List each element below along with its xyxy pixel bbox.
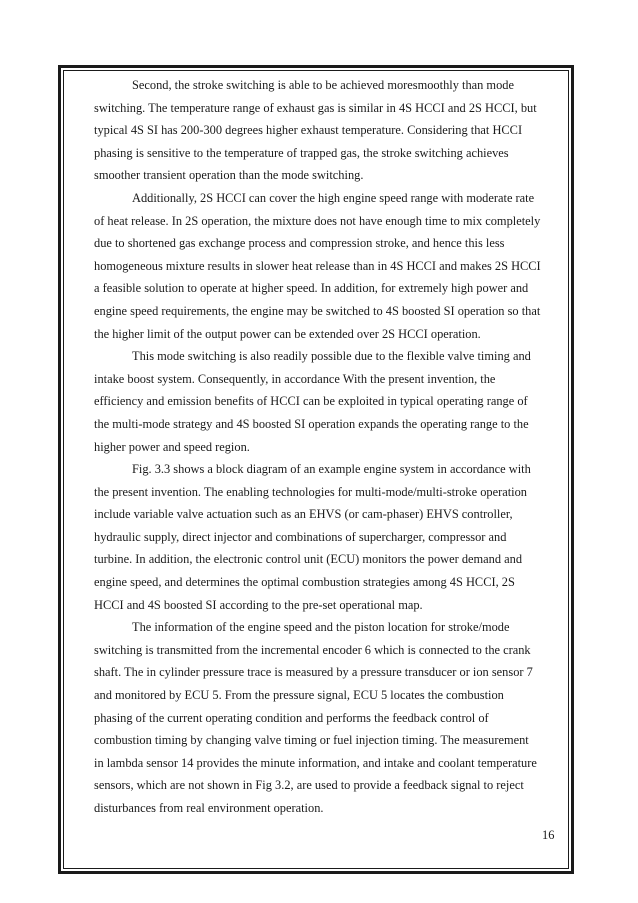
text-line: and monitored by ECU 5. From the pressure signal, ECU 5 locates the combustion [94,688,504,703]
text-line: engine speed requirements, the engine may be switched to 4S boosted SI operation so that [94,303,541,318]
text-line: turbine. In addition, the electronic control unit (ECU) monitors the power demand and [94,552,523,567]
paragraph-first-line: This mode switching is also readily possible due to the flexible valve timing and [132,349,531,364]
text-line: the multi-mode strategy and 4S boosted SI operation expands the operating range to the [94,416,529,431]
text-line: disturbances from real environment operation. [94,801,324,815]
text-line: engine speed, and determines the optimal combustion strategies among 4S HCCI, 2S [94,575,515,590]
text-line: efficiency and emission benefits of HCCI can be exploited in typical operating range of [94,394,528,409]
paragraph-first-line: Additionally, 2S HCCI can cover the high engine speed range with moderate rate [132,190,535,205]
text-line: homogeneous mixture results in slower heat release than in 4S HCCI and makes 2S HCCI [94,258,541,273]
text-line: hydraulic supply, direct injector and combinations of supercharger, compressor and [94,529,507,544]
text-line: the higher limit of the output power can be extended over 2S HCCI operation. [94,326,481,341]
text-line: due to shortened gas exchange process and compression stroke, and hence this less [94,236,505,251]
text-line: typical 4S SI has 200-300 degrees higher exhaust temperature. Considering that HCCI [94,123,523,138]
page-number: 16 [542,828,555,842]
text-line: the present invention. The enabling technologies for multi-mode/multi-stroke operation [94,484,527,499]
text-line: intake boost system. Consequently, in accordance With the present invention, the [94,371,496,386]
text-line: higher power and speed region. [94,439,250,454]
paragraph-first-line: Second, the stroke switching is able to be achieved moresmoothly than mode [132,78,514,92]
text-line: switching. The temperature range of exhaust gas is similar in 4S HCCI and 2S HCCI, but [94,100,537,115]
text-line: include variable valve actuation such as an EHVS (or cam-phaser) EHVS controller, [94,507,513,522]
text-line: HCCI and 4S boosted SI according to the pre-set operational map. [94,597,423,612]
text-line: switching is transmitted from the incremental encoder 6 which is connected to the crank [94,642,531,657]
text-line: phasing of the current operating condition and performs the feedback control of [94,710,489,725]
text-line: smoother transient operation than the mode switching. [94,168,364,183]
text-line: a feasible solution to operate at higher speed. In addition, for extremely high power and [94,281,529,296]
text-line: shaft. The in cylinder pressure trace is measured by a pressure transducer or ion sensor 7 [94,665,533,680]
text-line: in lambda sensor 14 provides the minute information, and intake and coolant temperature [94,755,537,770]
text-line: phasing is sensitive to the temperature of trapped gas, the stroke switching achieves [94,145,509,160]
text-line: sensors, which are not shown in Fig 3.2, are used to provide a feedback signal to reject [94,778,524,793]
paragraph-first-line: Fig. 3.3 shows a block diagram of an example engine system in accordance with [132,462,531,477]
text-line: combustion timing by changing valve timing or fuel injection timing. The measurement [94,733,529,748]
paragraph-first-line: The information of the engine speed and the piston location for stroke/mode [132,620,510,635]
text-line: of heat release. In 2S operation, the mixture does not have enough time to mix completely [94,213,541,228]
body-text [94,74,564,820]
